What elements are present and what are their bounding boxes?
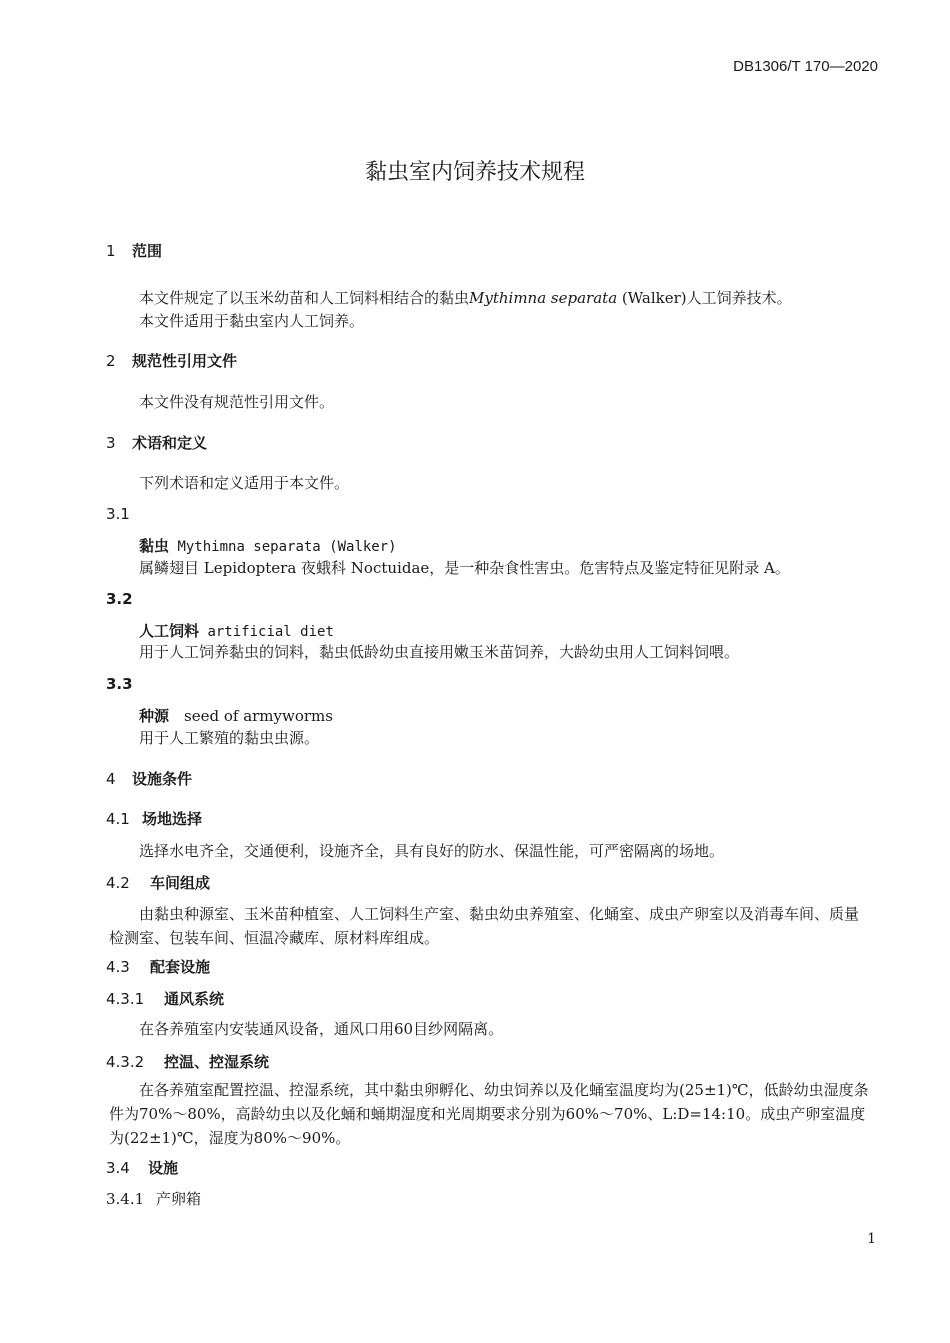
paragraph: 选择水电齐全，交通便利，设施齐全，具有良好的防水、保温性能，可严密隔离的场地。 [139, 842, 725, 860]
section-number: 4.1 [106, 810, 130, 828]
term-en: Mythimna separata (Walker) [169, 539, 397, 555]
section-title: 车间组成 [150, 874, 211, 892]
term-cn: 人工饲料 [139, 622, 200, 640]
page-number: 1 [867, 1231, 876, 1247]
term-entry [139, 535, 397, 556]
scientific-name: Mythimna separata [469, 289, 618, 307]
paragraph: 由黏虫种源室、玉米苗种植室、人工饲料生产室、黏虫幼虫养殖室、化蛹室、成虫产卵室以及消毒车间、质量检测室、包装车间、恒温冷藏库、原材料库组成。 [109, 905, 860, 947]
section-title: 场地选择 [142, 810, 203, 828]
paragraph: 本文件没有规范性引用文件。 [139, 393, 335, 411]
term-definition: 用于人工繁殖的黏虫虫源。 [139, 729, 320, 747]
term-entry [139, 620, 334, 641]
term-en: artificial diet [199, 624, 334, 640]
section-number: 4 [106, 770, 116, 788]
subsection-4-3-2-heading [106, 1051, 269, 1072]
text-run: (Walker)人工饲养技术。 [617, 289, 792, 307]
section-title: 术语和定义 [132, 434, 208, 452]
subsection-4-1-heading [106, 808, 202, 829]
term-definition: 属鳞翅目 Lepidoptera 夜蛾科 Noctuidae，是一种杂食性害虫。危害特点及鉴定特征见附录 A。 [139, 559, 790, 577]
document-title: 黏虫室内饲养技术规程 [364, 160, 585, 185]
section-number: 1 [106, 242, 116, 260]
paragraph: 在各养殖室内安装通风设备，通风口用60目纱网隔离。 [139, 1020, 504, 1038]
section-title: 通风系统 [164, 990, 225, 1008]
section-1-heading [106, 240, 162, 261]
section-number: 3.4.1 [106, 1190, 145, 1208]
section-number: 3.4 [106, 1159, 130, 1177]
term-number: 3.2 [106, 590, 133, 608]
section-3-heading [106, 432, 207, 453]
section-title: 设施条件 [132, 770, 193, 788]
term-en: seed of armyworms [169, 707, 333, 725]
text-run: 本文件规定了以玉米幼苗和人工饲料相结合的黏虫 [139, 289, 470, 307]
term-number: 3.3 [106, 675, 133, 693]
section-number: 4.3 [106, 958, 130, 976]
subsection-4-2-heading [106, 872, 210, 893]
section-number: 4.3.2 [106, 1053, 145, 1071]
section-title: 规范性引用文件 [132, 352, 238, 370]
paragraph: 本文件适用于黏虫室内人工饲养。 [139, 312, 365, 330]
section-2-heading [106, 350, 237, 371]
paragraph: 在各养殖室配置控温、控湿系统，其中黏虫卵孵化、幼虫饲养以及化蛹室温度均为(25±1)℃，低龄幼虫湿度条件为70%～80%，高龄幼虫以及化蛹和蛹期湿度和光周期要求分别为60%～70%、L:D=14:10。成虫产卵室温度为(22±1)℃，湿度为80%～90%。 [109, 1081, 869, 1147]
section-number: 2 [106, 352, 116, 370]
section-number: 3 [106, 434, 116, 452]
subsection-3-4-1-heading [106, 1188, 201, 1209]
section-title: 配套设施 [150, 958, 211, 976]
section-title: 设施 [148, 1159, 179, 1177]
section-title: 控温、控湿系统 [164, 1053, 270, 1071]
term-definition: 用于人工饲养黏虫的饲料，黏虫低龄幼虫直接用嫩玉米苗饲养，大龄幼虫用人工饲料饲喂。 [139, 643, 740, 661]
paragraph: 下列术语和定义适用于本文件。 [139, 474, 350, 492]
subsection-4-3-1-heading [106, 988, 224, 1009]
section-4-heading [106, 768, 192, 789]
section-number: 4.3.1 [106, 990, 145, 1008]
standard-code: DB1306/T 170—2020 [733, 58, 878, 75]
subsection-4-3-heading [106, 956, 210, 977]
term-cn: 种源 [139, 707, 170, 725]
section-title: 产卵箱 [156, 1190, 202, 1208]
term-number: 3.1 [106, 505, 130, 523]
subsection-3-4-heading [106, 1157, 178, 1178]
paragraph [139, 287, 792, 308]
section-title: 范围 [132, 242, 163, 260]
term-entry [139, 705, 333, 726]
term-cn: 黏虫 [139, 537, 170, 555]
section-number: 4.2 [106, 874, 130, 892]
